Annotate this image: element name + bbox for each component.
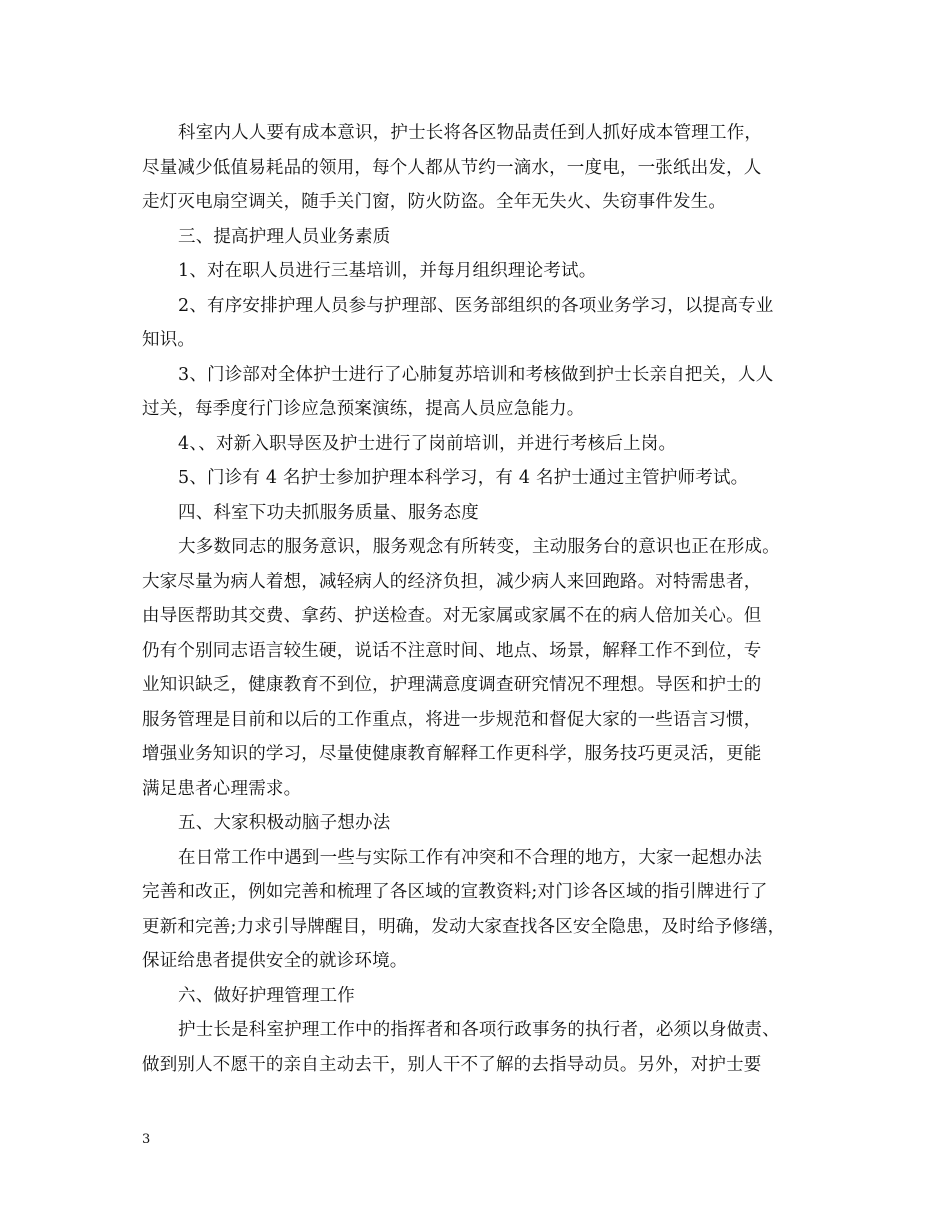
section-heading: 五、大家积极动脑子想办法 bbox=[178, 813, 391, 833]
paragraph-line: 大多数同志的服务意识，服务观念有所转变，主动服务台的意识也正在形成。 bbox=[178, 537, 780, 557]
paragraph-line: 走灯灭电扇空调关，随手关门窗，防火防盗。全年无失火、失窃事件发生。 bbox=[142, 192, 727, 212]
paragraph-line: 护士长是科室护理工作中的指挥者和各项行政事务的执行者，必须以身做责、 bbox=[178, 1020, 780, 1040]
body-text bbox=[142, 116, 842, 1082]
paragraph-line: 满足患者心理需求。 bbox=[142, 778, 302, 799]
paragraph-line: 做到别人不愿干的亲自主动去干，别人干不了解的去指导动员。另外，对护士要 bbox=[142, 1054, 762, 1075]
paragraph-line: 在日常工作中遇到一些与实际工作有冲突和不合理的地方，大家一起想办法 bbox=[178, 847, 763, 868]
list-item: 1、对在职人员进行三基培训，并每月组织理论考试。 bbox=[178, 261, 597, 281]
section-heading: 三、提高护理人员业务素质 bbox=[178, 226, 391, 247]
paragraph-line: 完善和改正，例如完善和梳理了各区域的宣教资料;对门诊各区域的指引牌进行了 bbox=[142, 882, 768, 902]
paragraph-line: 服务管理是目前和以后的工作重点，将进一步规范和督促大家的一些语言习惯， bbox=[142, 709, 762, 730]
paragraph-line: 增强业务知识的学习，尽量使健康教育解释工作更科学，服务技巧更灵活，更能 bbox=[142, 744, 762, 764]
paragraph-line: 科室内人人要有成本意识，护士长将各区物品责任到人抓好成本管理工作， bbox=[178, 123, 763, 143]
section-heading: 六、做好护理管理工作 bbox=[178, 985, 355, 1006]
page-number: 3 bbox=[142, 1132, 151, 1147]
paragraph-line: 仍有个别同志语言较生硬，说话不注意时间、地点、场景，解释工作不到位，专 bbox=[142, 640, 762, 661]
list-item: 4、、对新入职导医及护士进行了岗前培训，并进行考核后上岗。 bbox=[178, 433, 677, 454]
paragraph-line: 大家尽量为病人着想，减轻病人的经济负担，减少病人来回跑路。对特需患者， bbox=[142, 571, 762, 592]
paragraph-line: 过关，每季度行门诊应急预案演练，提高人员应急能力。 bbox=[142, 399, 585, 419]
paragraph-line: 更新和完善;力求引导牌醒目，明确，发动大家查找各区安全隐患，及时给予修缮， bbox=[142, 916, 786, 937]
paragraph-line: 尽量减少低值易耗品的领用，每个人都从节约一滴水，一度电，一张纸出发，人 bbox=[142, 157, 762, 178]
paragraph-line: 业知识缺乏，健康教育不到位，护理满意度调查研究情况不理想。导医和护士的 bbox=[142, 675, 762, 695]
section-heading: 四、科室下功夫抓服务质量、服务态度 bbox=[178, 502, 479, 523]
paragraph-line: 由导医帮助其交费、拿药、护送检查。对无家属或家属不在的病人倍加关心。但 bbox=[142, 606, 762, 626]
paragraph-line: 知识。 bbox=[142, 330, 196, 350]
list-item: 3、门诊部对全体护士进行了心肺复苏培训和考核做到护士长亲自把关，人人 bbox=[178, 364, 774, 385]
paragraph-line: 保证给患者提供安全的就诊环境。 bbox=[142, 951, 408, 971]
list-item: 2、有序安排护理人员参与护理部、医务部组织的各项业务学习，以提高专业 bbox=[178, 295, 774, 316]
list-item: 5、门诊有 4 名护士参加护理本科学习，有 4 名护士通过主管护师考试。 bbox=[178, 468, 749, 488]
